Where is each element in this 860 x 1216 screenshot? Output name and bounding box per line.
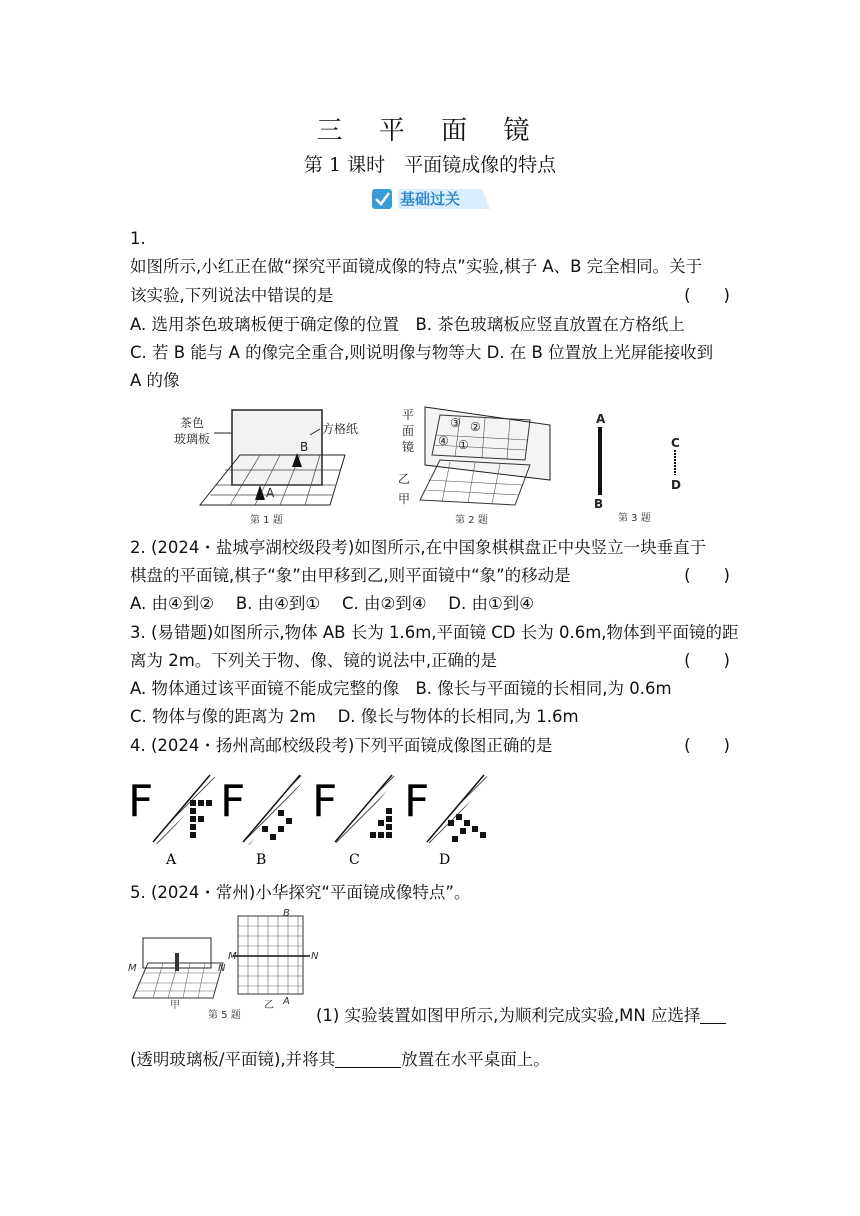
q3-answer-paren: ( )	[684, 651, 730, 670]
q1-stem-line1: 如图所示,小红正在做“探究平面镜成像的特点”实验,棋子 A、B 完全相同。关于	[130, 257, 703, 276]
fig1-label-paper: 方格纸	[322, 422, 359, 436]
page-title: 三 平 面 镜	[316, 116, 544, 146]
q5-answer-blank-1[interactable]	[700, 1005, 726, 1024]
fig2-circle-1: ①	[458, 438, 469, 452]
q4-answer-paren: ( )	[684, 736, 730, 755]
fig2-label-jia: 甲	[398, 492, 411, 506]
q5-label-jia: 甲	[170, 1000, 180, 1011]
q5-label-yi: 乙	[264, 1000, 274, 1011]
fig3-label-d: D	[671, 478, 681, 492]
q4-option-d-figure	[404, 775, 490, 868]
fig2-circle-4: ④	[438, 434, 449, 448]
figures-row	[170, 405, 710, 530]
q2-options: A. 由④到② B. 由④到① C. 由②到④ D. 由①到④	[130, 594, 535, 613]
fig3-label-c: C	[671, 436, 680, 450]
q4-option-b-figure	[220, 775, 306, 868]
q5-part1-text-b: 放置在水平桌面上。	[401, 1050, 550, 1069]
fig3-caption: 第 3 题	[618, 513, 651, 524]
q5-stem: 5. (2024・常州)小华探究“平面镜成像特点”。	[130, 883, 471, 902]
q5-caption: 第 5 题	[208, 1010, 241, 1020]
q1-options-line3: A 的像	[130, 371, 180, 390]
q4-c-object: F	[312, 776, 338, 827]
fig2-circle-3: ③	[450, 416, 461, 430]
q1-options-line1: A. 选用茶色玻璃板便于确定像的位置 B. 茶色玻璃板应竖直放置在方格纸上	[130, 315, 685, 334]
q4-figures	[128, 770, 508, 870]
q5-figure-jia	[128, 938, 226, 1011]
q5-label-n: N	[218, 963, 226, 974]
fig1-caption: 第 1 题	[250, 515, 283, 526]
fig3-label-b: B	[594, 497, 604, 511]
figure-3	[594, 412, 681, 524]
fig1-label-b: B	[300, 440, 309, 454]
q2-stem-line1: 2. (2024・盐城亭湖校级段考)如图所示,在中国象棋棋盘正中央竖立一块垂直于	[130, 538, 707, 557]
q4-option-a-figure	[128, 775, 216, 868]
fig2-circle-2: ②	[470, 420, 481, 434]
q4-stem	[130, 733, 730, 759]
q5-yi-label-m: M	[228, 951, 237, 962]
fig2-label-yi: 乙	[398, 472, 411, 486]
q5-figures	[128, 908, 328, 1020]
q5-yi-label-n: N	[311, 951, 319, 962]
q5-yi-label-b: B	[283, 908, 290, 919]
q5-part1-text-a: (透明玻璃板/平面镜),并将其	[130, 1050, 336, 1069]
q3-options-line1: A. 物体通过该平面镜不能成完整的像 B. 像长与平面镜的长相同,为 0.6m	[130, 679, 672, 698]
q1-options-line2: C. 若 B 能与 A 的像完全重合,则说明像与物等大 D. 在 B 位置放上光屏能接收到	[130, 343, 714, 362]
q2-stem-line2	[130, 563, 730, 589]
fig1-label-glass2: 玻璃板	[174, 432, 211, 446]
q4-label-a: A	[166, 852, 177, 868]
q5-part1-line2	[130, 1047, 730, 1073]
q1-stem-text: 该实验,下列说法中错误的是	[130, 286, 334, 305]
q5-figure-yi	[228, 908, 319, 1011]
section-badge-label: 基础过关	[400, 190, 461, 208]
lesson-subtitle: 第 1 课时 平面镜成像的特点	[303, 154, 557, 176]
figure-1	[174, 410, 358, 526]
q5-label-m: M	[128, 963, 137, 974]
q3-stem-line1: 3. (易错题)如图所示,物体 AB 长为 1.6m,平面镜 CD 长为 0.6m,物体到平面镜的距	[130, 623, 739, 642]
fig1-label-a: A	[266, 486, 275, 500]
q3-stem-text: 离为 2m。下列关于物、像、镜的说法中,正确的是	[130, 651, 498, 670]
q4-a-object: F	[128, 776, 154, 827]
q1-number: 1.	[130, 229, 146, 248]
q4-d-object: F	[404, 776, 430, 827]
q4-option-c-figure	[312, 775, 398, 868]
q4-label-b: B	[256, 852, 267, 868]
fig1-label-glass: 茶色	[180, 416, 205, 430]
q4-b-object: F	[220, 776, 246, 827]
q1-answer-paren: ( )	[684, 286, 730, 305]
figure-2	[398, 407, 550, 526]
q5-yi-label-a: A	[283, 996, 290, 1007]
q4-stem-text: 4. (2024・扬州高邮校级段考)下列平面镜成像图正确的是	[130, 736, 553, 755]
q2-answer-paren: ( )	[684, 566, 730, 585]
section-badge	[370, 186, 490, 212]
fig3-label-a: A	[596, 412, 606, 426]
q2-stem-text: 棋盘的平面镜,棋子“象”由甲移到乙,则平面镜中“象”的移动是	[130, 566, 571, 585]
q3-options-line2: C. 物体与像的距离为 2m D. 像长与物体的长相同,为 1.6m	[130, 707, 579, 726]
fig2-label-mirror3: 镜	[402, 440, 415, 454]
fig2-caption: 第 2 题	[455, 515, 488, 526]
q5-part1-text: (1) 实验装置如图甲所示,为顺利完成实验,MN 应选择	[316, 1006, 701, 1025]
fig2-label-mirror2: 面	[402, 424, 415, 438]
q4-label-d: D	[439, 852, 451, 868]
q5-answer-blank-2[interactable]	[335, 1049, 401, 1068]
q4-label-c: C	[349, 852, 360, 868]
q3-stem-line2	[130, 648, 730, 674]
fig2-label-mirror1: 平	[402, 408, 415, 422]
q1-stem-line2	[130, 283, 730, 309]
q5-part1-line1	[316, 1003, 730, 1029]
